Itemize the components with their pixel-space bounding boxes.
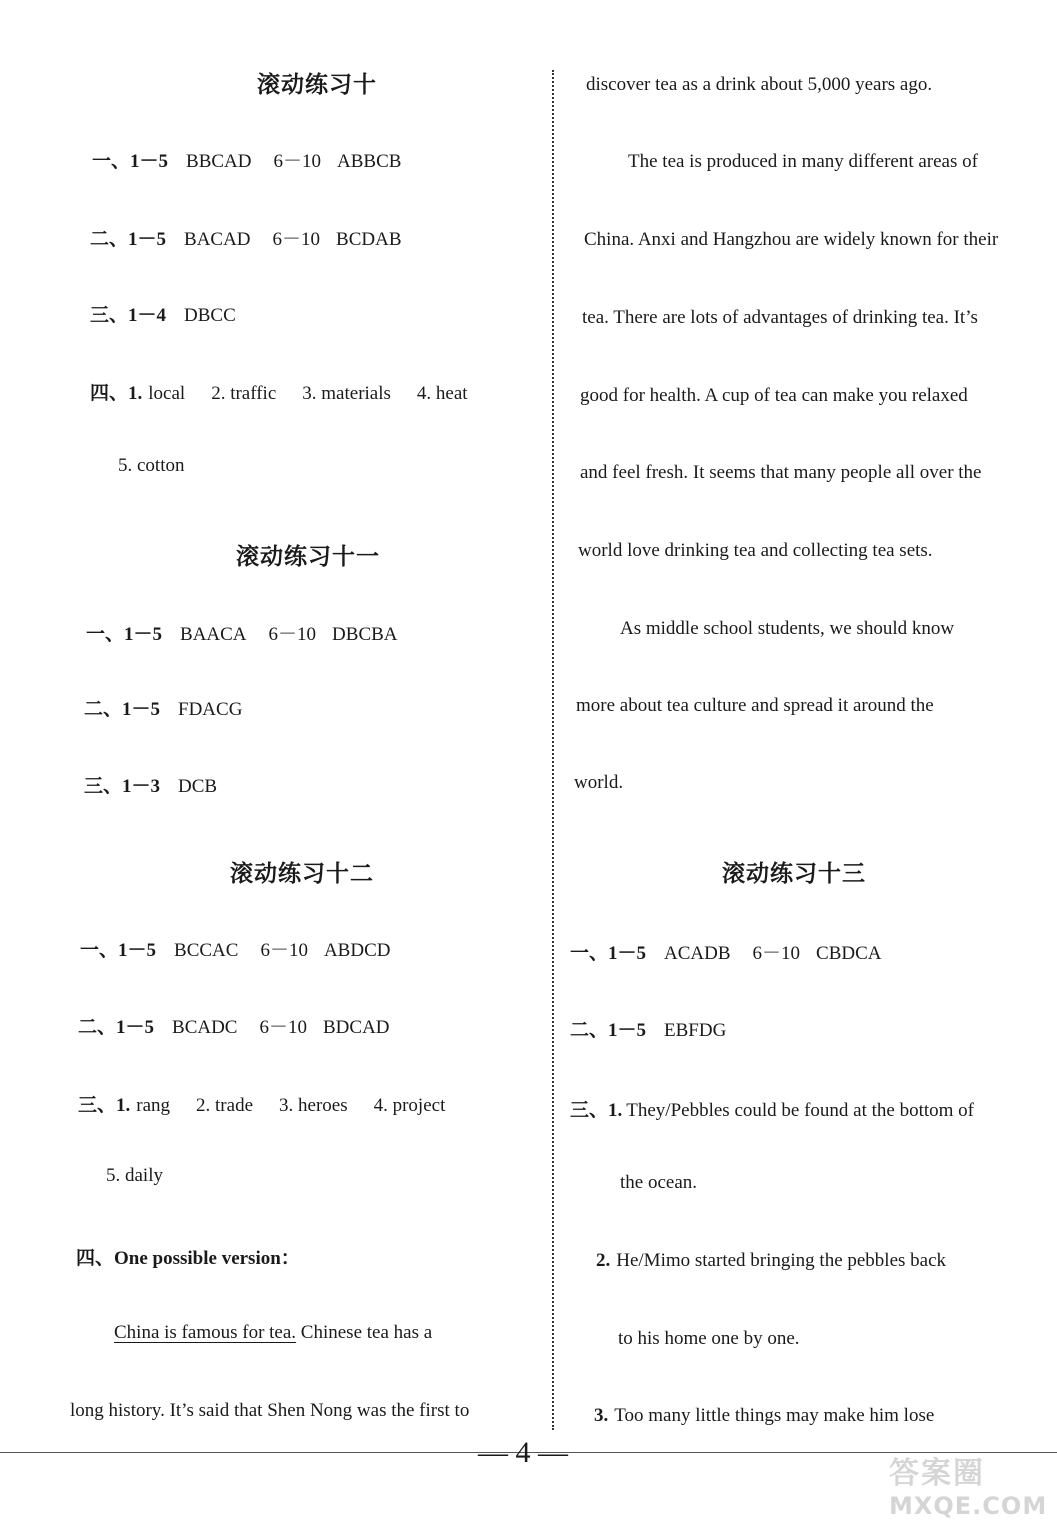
watermark-text-bottom: MXQE.COM	[889, 1492, 1048, 1520]
essay-line: world.	[574, 772, 624, 793]
watermark-text-top: 答案圈	[889, 1456, 985, 1491]
section-title-13: 滚动练习十三	[722, 860, 866, 887]
answer-row: 2. He/Mimo started bringing the pebbles back	[596, 1250, 947, 1271]
answer-row: 一、1－5 BBCAD 6－10 ABBCB	[92, 151, 402, 172]
answer-row: 一、1－5 ACADB 6－10 CBDCA	[570, 943, 882, 964]
essay-line: discover tea as a drink about 5,000 years ago.	[586, 74, 933, 95]
essay-line: China. Anxi and Hangzhou are widely known for their	[584, 229, 999, 250]
answer-row: 一、1－5 BCCAC 6－10 ABDCD	[80, 940, 391, 961]
essay-line: As middle school students, we should know	[620, 618, 955, 639]
essay-line: good for health. A cup of tea can make you relaxed	[580, 385, 968, 406]
answer-row: 3. Too many little things may make him lose	[594, 1405, 935, 1426]
essay-line: long history. It’s said that Shen Nong was the first to	[70, 1400, 470, 1421]
answer-line: the ocean.	[620, 1172, 698, 1193]
page-number: — 4 —	[478, 1436, 568, 1469]
essay-line: world love drinking tea and collecting tea sets.	[578, 540, 933, 561]
section-title-10: 滚动练习十	[257, 71, 377, 98]
essay-line: more about tea culture and spread it around the	[576, 695, 934, 716]
essay-line: and feel fresh. It seems that many people all over the	[580, 462, 982, 483]
answer-line: to his home one by one.	[618, 1328, 800, 1349]
column-divider	[552, 70, 554, 1430]
section-title-12: 滚动练习十二	[230, 860, 374, 887]
section-title-11: 滚动练习十一	[236, 543, 380, 570]
answer-row: 二、1－5 BCADC 6－10 BDCAD	[78, 1017, 390, 1038]
answer-row: 三、1. rang 2. trade 3. heroes 4. project	[78, 1095, 446, 1116]
answer-row: 5. cotton	[118, 455, 185, 476]
essay-line: tea. There are lots of advantages of drinking tea. It’s	[582, 307, 978, 328]
answer-row: 四、1. local 2. traffic 3. materials 4. heat	[90, 383, 468, 404]
answer-row: 二、1－5 BACAD 6－10 BCDAB	[90, 229, 402, 250]
essay-line: China is famous for tea. Chinese tea has a	[114, 1322, 433, 1343]
answer-row: 三、1. They/Pebbles could be found at the bottom of	[570, 1100, 974, 1121]
answer-row: 二、1－5 FDACG	[84, 699, 243, 720]
essay-heading: 四、One possible version：	[76, 1248, 300, 1269]
answer-row: 三、1－4 DBCC	[90, 305, 236, 326]
answer-row: 二、1－5 EBFDG	[570, 1020, 727, 1041]
watermark-logo	[889, 1448, 1048, 1528]
answer-row: 三、1－3 DCB	[84, 776, 218, 797]
essay-line: The tea is produced in many different areas of	[628, 151, 978, 172]
answer-row: 一、1－5 BAACA 6－10 DBCBA	[86, 624, 398, 645]
answer-row: 5. daily	[106, 1165, 163, 1186]
